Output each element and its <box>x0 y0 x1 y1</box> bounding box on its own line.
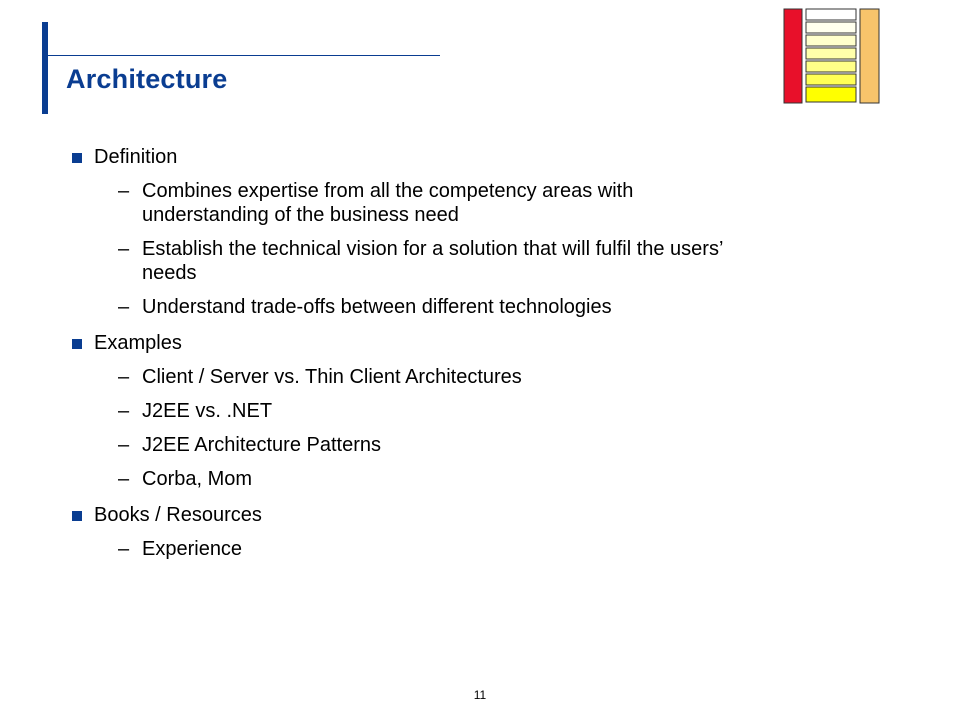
dash-bullet-icon: – <box>118 434 130 456</box>
sub-item <box>94 433 870 457</box>
slide-content <box>70 145 870 561</box>
bullet-label: Examples <box>94 332 182 354</box>
bullet-label: Definition <box>94 146 178 168</box>
sub-list <box>94 537 870 561</box>
slide-title: Architecture <box>66 64 228 94</box>
sub-item-text: J2EE vs. .NET <box>142 400 273 422</box>
sub-item <box>94 467 870 491</box>
sub-item-text: J2EE Architecture Patterns <box>142 434 382 456</box>
square-bullet-icon <box>72 511 82 521</box>
dash-bullet-icon: – <box>118 180 130 202</box>
sub-item <box>94 237 870 285</box>
dash-bullet-icon: – <box>118 296 130 318</box>
sub-item-text-line1: Combines expertise from all the competency areas with <box>142 180 634 202</box>
title-accent-bar <box>42 22 48 114</box>
bullet-label: Books / Resources <box>94 504 262 526</box>
dash-bullet-icon: – <box>118 238 130 260</box>
dash-bullet-icon: – <box>118 400 130 422</box>
page-number: 11 <box>473 688 487 702</box>
sub-item-text-line1: Establish the technical vision for a solution that will fulfil the users’ <box>142 238 724 260</box>
dash-bullet-icon: – <box>118 468 130 490</box>
square-bullet-icon <box>72 153 82 163</box>
stacked-blocks-logo-icon <box>783 8 881 104</box>
bullet-definition <box>70 145 870 319</box>
sub-list <box>94 179 870 319</box>
sub-list <box>94 365 870 491</box>
dash-bullet-icon: – <box>118 366 130 388</box>
bullet-books-resources <box>70 503 870 561</box>
sub-item <box>94 295 870 319</box>
bullet-examples <box>70 331 870 491</box>
square-bullet-icon <box>72 339 82 349</box>
sub-item-text: Corba, Mom <box>142 468 253 490</box>
title-rule <box>42 55 440 56</box>
sub-item-text-line2: needs <box>142 262 197 284</box>
sub-item-text: Client / Server vs. Thin Client Architectures <box>142 366 522 388</box>
sub-item <box>94 399 870 423</box>
sub-item-text: Experience <box>142 538 243 560</box>
sub-item <box>94 179 870 227</box>
dash-bullet-icon: – <box>118 538 130 560</box>
sub-item <box>94 537 870 561</box>
sub-item-text-line2: understanding of the business need <box>142 204 459 226</box>
sub-item-text: Understand trade-offs between different technologies <box>142 296 612 318</box>
sub-item <box>94 365 870 389</box>
